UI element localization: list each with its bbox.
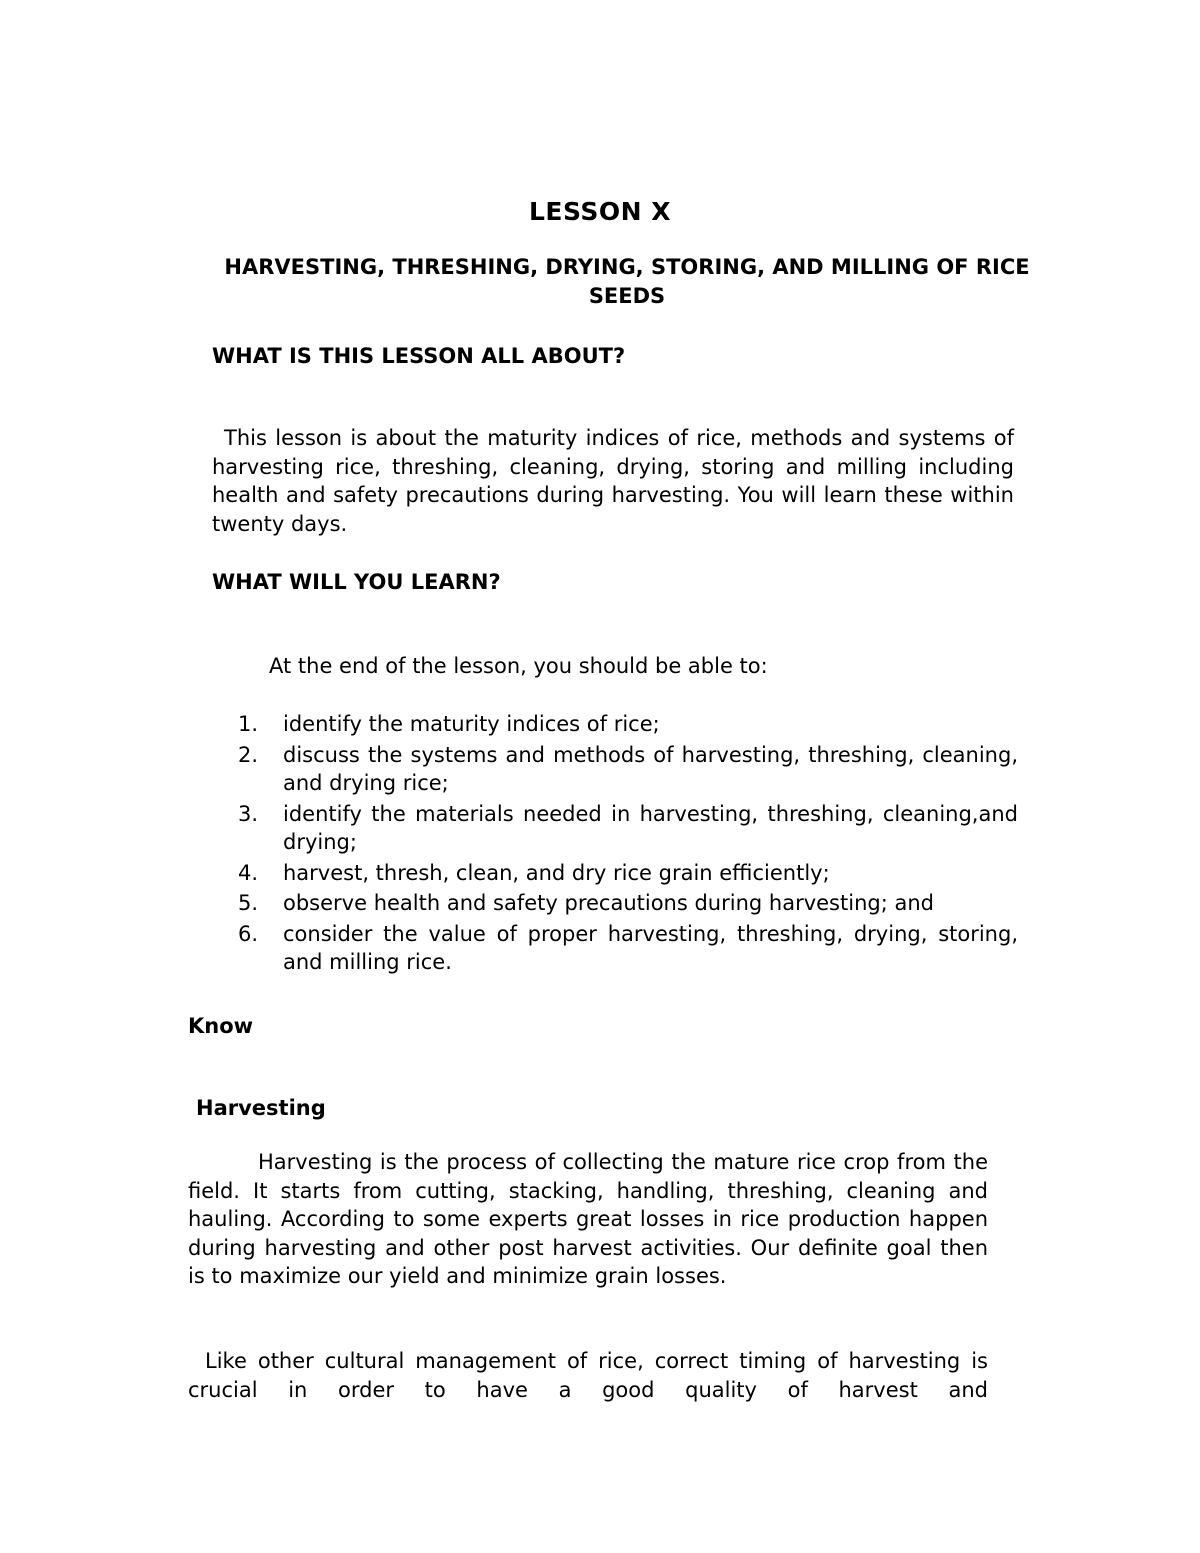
harvesting-paragraph-1: Harvesting is the process of collecting the mature rice crop from the field. It starts from cutting, stacking, handling, threshing, cleaning and hauling. According to some experts great losses in rice production happen during harvesting and other post harvest activities. Our definite goal then is to maximize our yield and minimize grain losses. [188,1150,988,1288]
list-number: 1. [238,712,259,736]
list-text: harvest, thresh, clean, and dry rice grain efficiently; [283,860,830,885]
list-text: discuss the systems and methods of harvesting, threshing, cleaning, and drying rice; [283,742,1018,795]
about-heading: WHAT IS THIS LESSON ALL ABOUT? [212,344,626,368]
list-text: identify the materials needed in harvesting, threshing, cleaning,and drying; [283,801,1018,854]
list-text: identify the maturity indices of rice; [283,712,660,736]
harvesting-heading: Harvesting [196,1096,326,1120]
list-number: 5. [238,891,259,915]
list-item [238,741,1018,798]
list-item [238,889,1018,918]
list-number: 2. [238,742,259,767]
list-item [238,800,1018,857]
list-item [238,920,1018,977]
list-item [238,859,1018,888]
list-text: observe health and safety precautions during harvesting; and [283,891,934,915]
list-text: consider the value of proper harvesting, threshing, drying, storing, and milling rice. [283,921,1018,974]
harvesting-paragraph-2: Like other cultural management of rice, correct timing of harvesting is crucial in order to have a good quality of harvest and [188,1349,988,1402]
learn-intro: At the end of the lesson, you should be able to: [269,654,768,678]
lesson-subtitle: HARVESTING, THRESHING, DRYING, STORING, AND MILLING OF RICE SEEDS [224,255,1030,308]
list-item [238,710,1018,739]
lesson-title: LESSON X [528,197,672,226]
know-heading: Know [188,1014,254,1038]
about-paragraph: This lesson is about the maturity indices of rice, methods and systems of harvesting rice, threshing, cleaning, drying, storing and milling including health and safety precautions during harvesting. You will learn these within twenty days. [212,426,1014,536]
learn-heading: WHAT WILL YOU LEARN? [212,570,501,594]
list-number: 6. [238,921,259,946]
objectives-list [238,710,1018,979]
list-number: 3. [238,801,259,826]
list-number: 4. [238,860,259,885]
